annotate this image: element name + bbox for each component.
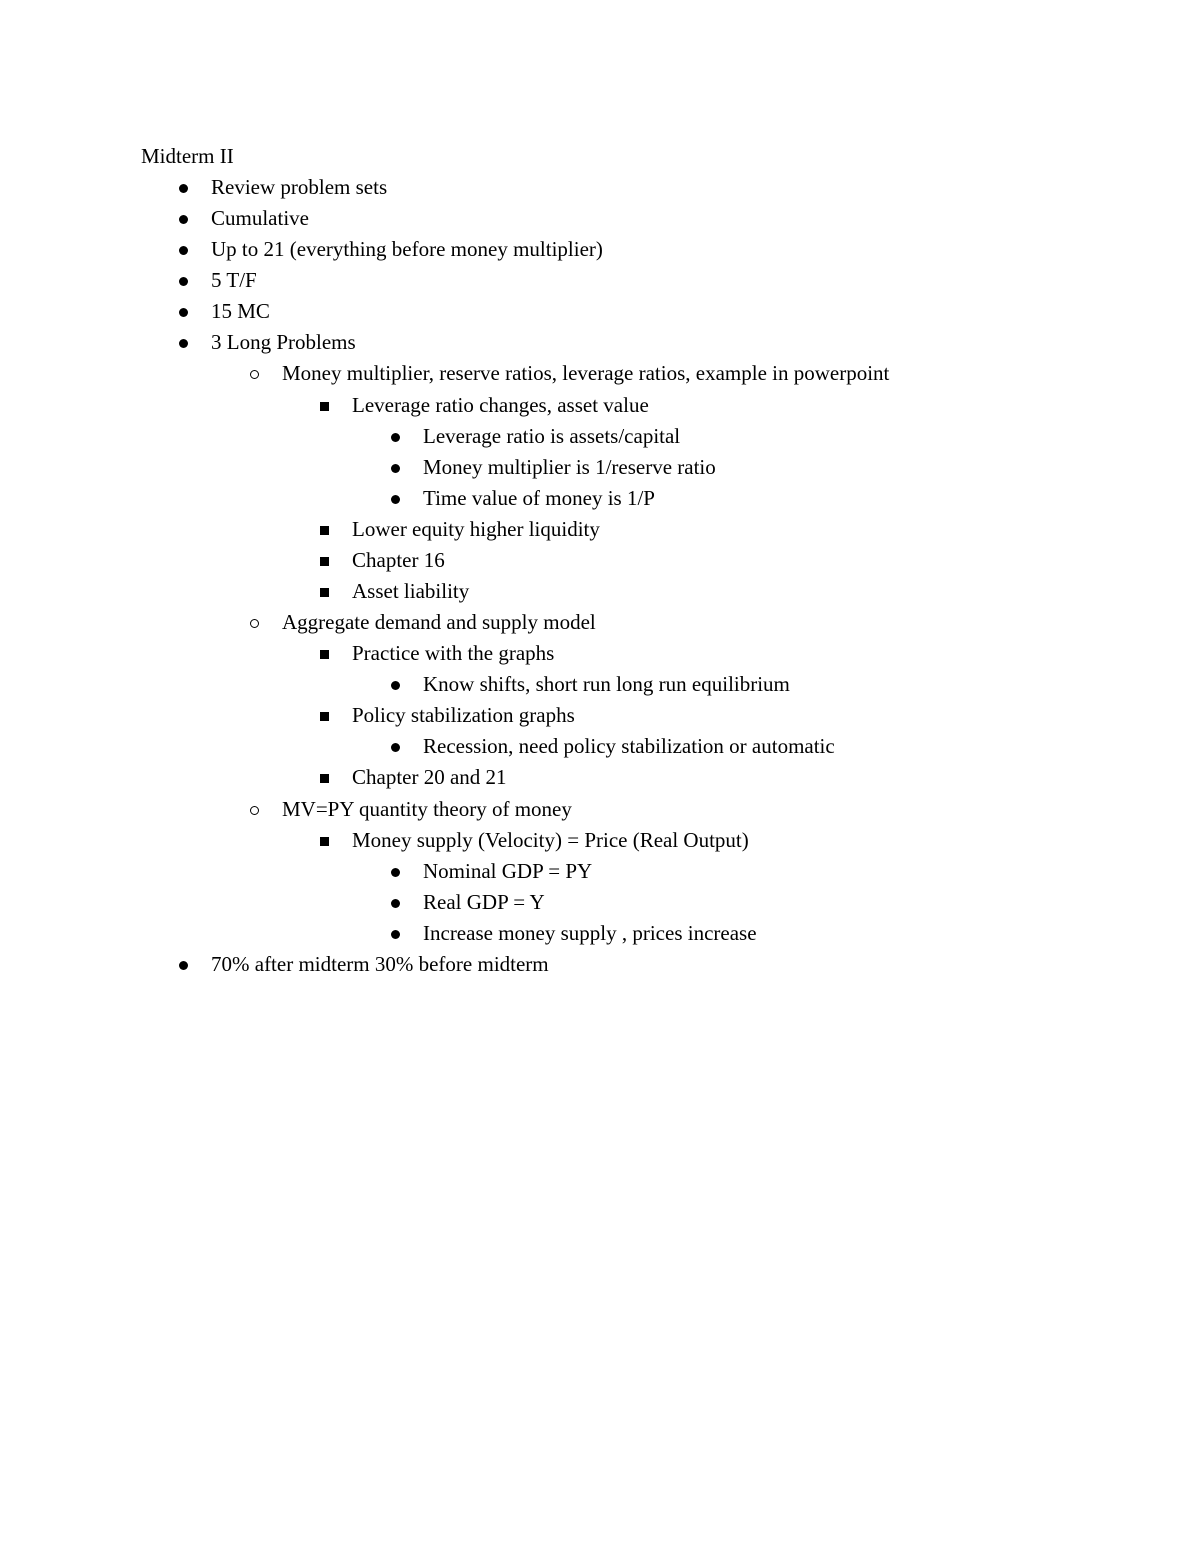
disc-bullet-icon — [179, 246, 188, 255]
list-item-text: Policy stabilization graphs — [352, 703, 575, 728]
square-bullet-icon — [320, 557, 329, 566]
list-item-text: Increase money supply , prices increase — [423, 920, 757, 945]
page-title: Midterm II — [141, 144, 234, 168]
disc-bullet-icon — [391, 930, 400, 939]
circle-bullet-icon — [250, 370, 259, 379]
list-item-text: Up to 21 (everything before money multiplier) — [211, 237, 603, 262]
list-item-text: Recession, need policy stabilization or automatic — [423, 734, 835, 759]
list-item-text: Nominal GDP = PY — [423, 858, 593, 883]
list-item-text: Cumulative — [211, 206, 309, 231]
list-item-text: Money multiplier, reserve ratios, leverage ratios, example in powerpoint — [282, 361, 890, 386]
list-item-text: Asset liability — [352, 579, 470, 604]
list-item-text: Money supply (Velocity) = Price (Real Output) — [352, 827, 749, 852]
list-item-text: Chapter 20 and 21 — [352, 765, 507, 790]
list-item-text: Practice with the graphs — [352, 641, 555, 666]
list-item-text: Chapter 16 — [352, 547, 445, 572]
circle-bullet-icon — [250, 806, 259, 815]
list-item-text: 3 Long Problems — [211, 330, 356, 355]
square-bullet-icon — [320, 650, 329, 659]
disc-bullet-icon — [179, 308, 188, 317]
list-item-text: Aggregate demand and supply model — [282, 610, 596, 635]
square-bullet-icon — [320, 588, 329, 597]
square-bullet-icon — [320, 712, 329, 721]
square-bullet-icon — [320, 526, 329, 535]
disc-bullet-icon — [179, 184, 188, 193]
disc-bullet-icon — [179, 961, 188, 970]
disc-bullet-icon — [391, 464, 400, 473]
disc-bullet-icon — [391, 899, 400, 908]
list-item-text: MV=PY quantity theory of money — [282, 796, 572, 821]
list-item-text: 70% after midterm 30% before midterm — [211, 951, 549, 976]
disc-bullet-icon — [391, 433, 400, 442]
disc-bullet-icon — [391, 743, 400, 752]
disc-bullet-icon — [391, 495, 400, 504]
list-item-text: Review problem sets — [211, 175, 388, 199]
list-item-text: Lower equity higher liquidity — [352, 516, 600, 541]
list-item-text: Money multiplier is 1/reserve ratio — [423, 454, 716, 479]
disc-bullet-icon — [391, 868, 400, 877]
square-bullet-icon — [320, 837, 329, 846]
list-item-text: 5 T/F — [211, 268, 257, 293]
square-bullet-icon — [320, 774, 329, 783]
list-item-text: Leverage ratio is assets/capital — [423, 423, 681, 448]
square-bullet-icon — [320, 402, 329, 411]
disc-bullet-icon — [179, 277, 188, 286]
list-item-text: Know shifts, short run long run equilibrium — [423, 672, 790, 697]
list-item-text: Leverage ratio changes, asset value — [352, 392, 649, 417]
list-item-text: 15 MC — [211, 299, 270, 324]
list-item-text: Time value of money is 1/P — [423, 485, 655, 510]
disc-bullet-icon — [179, 339, 188, 348]
disc-bullet-icon — [179, 215, 188, 224]
list-item-text: Real GDP = Y — [423, 889, 545, 914]
disc-bullet-icon — [391, 681, 400, 690]
circle-bullet-icon — [250, 619, 259, 628]
